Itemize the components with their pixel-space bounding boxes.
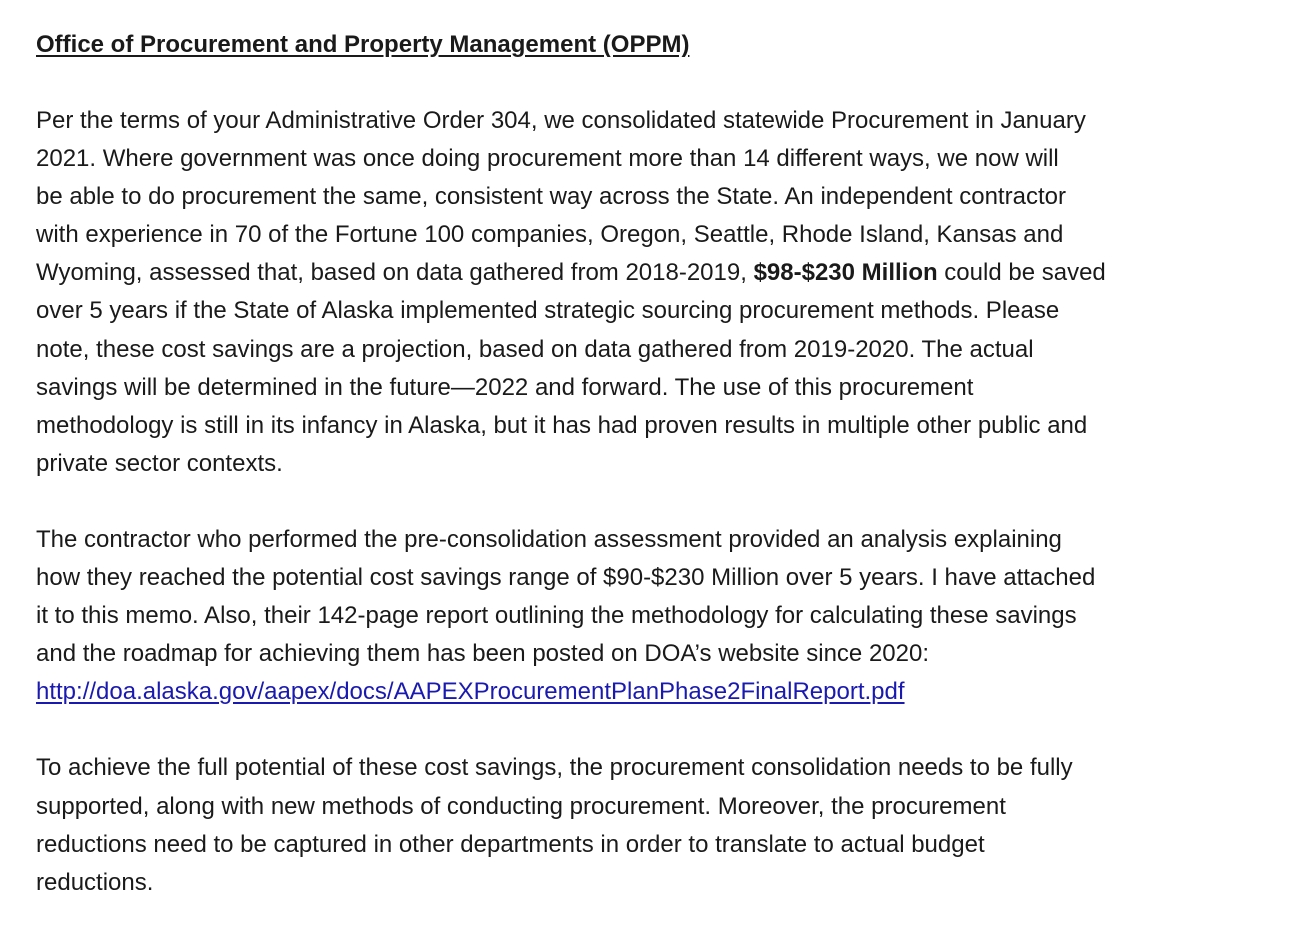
paragraph-line: methodology is still in its infancy in Alaska, but it has had proven results in multiple other public and: [36, 411, 1088, 439]
paragraph-line: Per the terms of your Administrative Order 304, we consolidated statewide Procurement in January: [36, 107, 1086, 134]
paragraph-line: over 5 years if the State of Alaska implemented strategic sourcing procurement methods. Please: [36, 297, 1060, 325]
paragraph-line: with experience in 70 of the Fortune 100 companies, Oregon, Seattle, Rhode Island, Kansas and: [36, 221, 1064, 249]
paragraph-line: To achieve the full potential of these cost savings, the procurement consolidation needs to be fully: [36, 754, 1073, 782]
paragraph-consolidation: [36, 102, 1308, 483]
paragraph-line: reductions need to be captured in other departments in order to translate to actual budget: [36, 830, 985, 858]
savings-amount-bold: $98-$230 Million: [753, 259, 938, 287]
line-text: could be saved: [937, 259, 1106, 287]
paragraph-line: [36, 673, 1308, 711]
paragraph-contractor-report: [36, 521, 1308, 711]
paragraph-line: [36, 254, 1308, 292]
paragraph-line: be able to do procurement the same, consistent way across the State. An independent contractor: [36, 183, 1066, 211]
paragraph-line: and the roadmap for achieving them has been posted on DOA’s website since 2020:: [36, 640, 930, 668]
section-heading: Office of Procurement and Property Management (OPPM): [36, 31, 690, 58]
paragraph-line: note, these cost savings are a projection, based on data gathered from 2019-2020. The actual: [36, 335, 1034, 363]
paragraph-line: 2021. Where government was once doing procurement more than 14 different ways, we now will: [36, 145, 1059, 173]
paragraph-line: supported, along with new methods of conducting procurement. Moreover, the procurement: [36, 792, 1006, 820]
paragraph-line: The contractor who performed the pre-consolidation assessment provided an analysis explaining: [36, 525, 1062, 553]
paragraph-line: how they reached the potential cost savings range of $90-$230 Million over 5 years. I have attached: [36, 564, 1096, 592]
paragraph-full-potential: [36, 749, 1308, 901]
memo-document: [36, 26, 1308, 940]
report-link[interactable]: http://doa.alaska.gov/aapex/docs/AAPEXProcurementPlanPhase2FinalReport.pdf: [36, 678, 905, 706]
paragraph-line: reductions.: [36, 868, 154, 896]
paragraph-line: it to this memo. Also, their 142-page report outlining the methodology for calculating these savings: [36, 602, 1077, 630]
paragraph-line: savings will be determined in the future—2022 and forward. The use of this procurement: [36, 373, 974, 401]
paragraph-line: private sector contexts.: [36, 449, 283, 477]
line-text: Wyoming, assessed that, based on data gathered from 2018-2019,: [36, 259, 754, 287]
